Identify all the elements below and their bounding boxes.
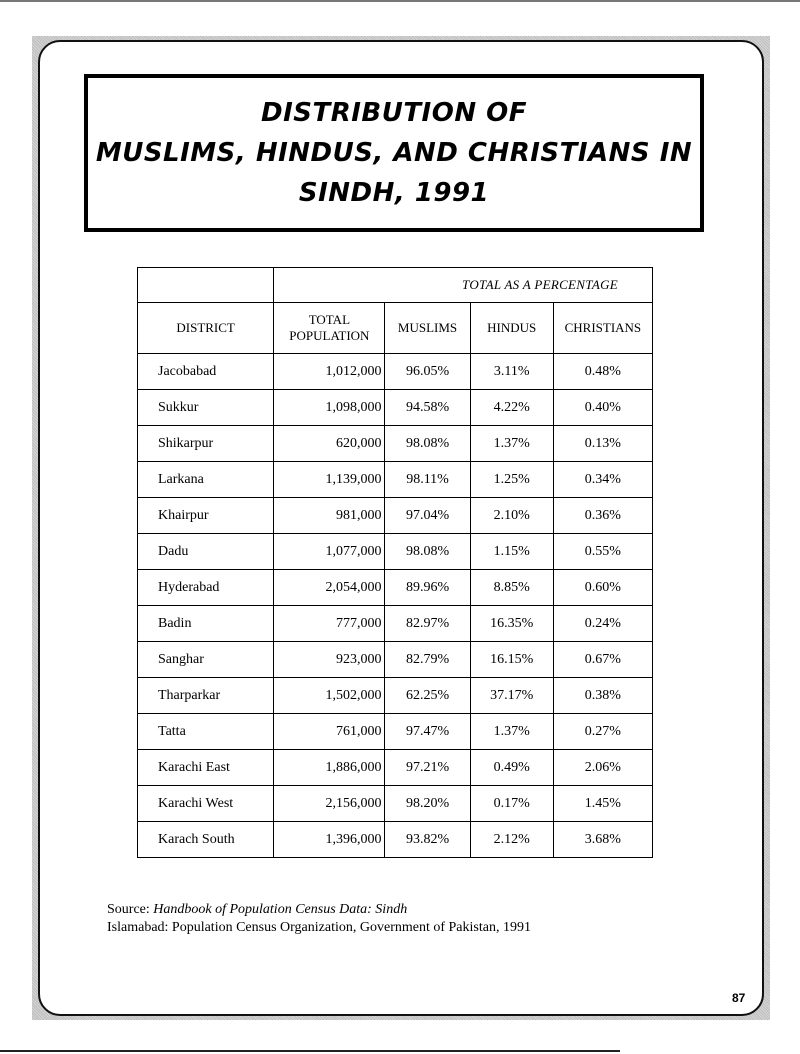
population-cell: 620,000	[274, 426, 385, 462]
hindus-cell: 2.10%	[470, 498, 553, 534]
hindus-cell: 3.11%	[470, 354, 553, 390]
hindus-cell: 16.35%	[470, 606, 553, 642]
christians-cell: 0.67%	[553, 642, 652, 678]
christians-cell: 0.13%	[553, 426, 652, 462]
table-row	[138, 606, 653, 642]
muslims-cell: 62.25%	[385, 678, 470, 714]
district-cell: Karach South	[138, 822, 274, 858]
muslims-cell: 94.58%	[385, 390, 470, 426]
muslims-cell: 97.04%	[385, 498, 470, 534]
district-cell: Tatta	[138, 714, 274, 750]
district-cell: Sanghar	[138, 642, 274, 678]
district-cell: Karachi West	[138, 786, 274, 822]
christians-cell: 2.06%	[553, 750, 652, 786]
hindus-cell: 37.17%	[470, 678, 553, 714]
population-table	[137, 267, 653, 858]
population-cell: 1,139,000	[274, 462, 385, 498]
christians-cell: 0.36%	[553, 498, 652, 534]
table-row	[138, 498, 653, 534]
source-line-1	[107, 901, 531, 919]
christians-cell: 0.55%	[553, 534, 652, 570]
table-row	[138, 354, 653, 390]
top-rule	[0, 0, 800, 2]
page-number: 87	[732, 991, 746, 1005]
column-header-muslims: MUSLIMS	[385, 303, 470, 354]
district-cell: Larkana	[138, 462, 274, 498]
christians-cell: 0.48%	[553, 354, 652, 390]
muslims-cell: 89.96%	[385, 570, 470, 606]
christians-cell: 0.40%	[553, 390, 652, 426]
group-header-row	[138, 268, 653, 303]
population-cell: 1,077,000	[274, 534, 385, 570]
group-header-spacer	[138, 268, 274, 303]
muslims-cell: 98.08%	[385, 534, 470, 570]
column-header-row	[138, 303, 653, 354]
district-cell: Dadu	[138, 534, 274, 570]
district-cell: Badin	[138, 606, 274, 642]
source-title: Handbook of Population Census Data: Sindh	[153, 902, 408, 917]
hindus-cell: 16.15%	[470, 642, 553, 678]
hindus-cell: 1.37%	[470, 426, 553, 462]
table-row	[138, 678, 653, 714]
column-header-total-population: TOTAL POPULATION	[274, 303, 385, 354]
christians-cell: 0.60%	[553, 570, 652, 606]
title-line-2: MUSLIMS, HINDUS, AND CHRISTIANS IN	[95, 138, 693, 168]
population-cell: 1,396,000	[274, 822, 385, 858]
hindus-cell: 1.15%	[470, 534, 553, 570]
population-cell: 761,000	[274, 714, 385, 750]
hindus-cell: 0.17%	[470, 786, 553, 822]
table-row	[138, 822, 653, 858]
population-cell: 2,156,000	[274, 786, 385, 822]
christians-cell: 3.68%	[553, 822, 652, 858]
title-box	[84, 74, 704, 232]
population-cell: 1,012,000	[274, 354, 385, 390]
population-cell: 1,098,000	[274, 390, 385, 426]
column-header-christians: CHRISTIANS	[553, 303, 652, 354]
table-row	[138, 426, 653, 462]
christians-cell: 0.38%	[553, 678, 652, 714]
muslims-cell: 97.47%	[385, 714, 470, 750]
table-row	[138, 570, 653, 606]
table-row	[138, 534, 653, 570]
table-row	[138, 642, 653, 678]
table-body	[138, 354, 653, 858]
muslims-cell: 82.97%	[385, 606, 470, 642]
table-row	[138, 462, 653, 498]
muslims-cell: 96.05%	[385, 354, 470, 390]
muslims-cell: 98.11%	[385, 462, 470, 498]
christians-cell: 0.27%	[553, 714, 652, 750]
district-cell: Tharparkar	[138, 678, 274, 714]
source-line-2: Islamabad: Population Census Organization, Government of Pakistan, 1991	[107, 920, 531, 935]
christians-cell: 0.24%	[553, 606, 652, 642]
table-row	[138, 786, 653, 822]
muslims-cell: 82.79%	[385, 642, 470, 678]
table-row	[138, 390, 653, 426]
district-cell: Khairpur	[138, 498, 274, 534]
hindus-cell: 8.85%	[470, 570, 553, 606]
population-cell: 981,000	[274, 498, 385, 534]
group-header: TOTAL AS A PERCENTAGE	[274, 268, 653, 303]
title-line-3: SINDH, 1991	[298, 178, 490, 208]
muslims-cell: 97.21%	[385, 750, 470, 786]
district-cell: Sukkur	[138, 390, 274, 426]
district-cell: Karachi East	[138, 750, 274, 786]
muslims-cell: 98.20%	[385, 786, 470, 822]
column-header-hindus: HINDUS	[470, 303, 553, 354]
population-cell: 1,886,000	[274, 750, 385, 786]
population-cell: 777,000	[274, 606, 385, 642]
hindus-cell: 2.12%	[470, 822, 553, 858]
district-cell: Jacobabad	[138, 354, 274, 390]
source-label: Source:	[107, 902, 150, 917]
table-row	[138, 750, 653, 786]
district-cell: Shikarpur	[138, 426, 274, 462]
population-cell: 923,000	[274, 642, 385, 678]
hindus-cell: 4.22%	[470, 390, 553, 426]
population-cell: 2,054,000	[274, 570, 385, 606]
christians-cell: 1.45%	[553, 786, 652, 822]
bottom-rule	[0, 1050, 620, 1052]
hindus-cell: 1.37%	[470, 714, 553, 750]
muslims-cell: 93.82%	[385, 822, 470, 858]
district-cell: Hyderabad	[138, 570, 274, 606]
title-line-1: DISTRIBUTION OF	[260, 98, 528, 128]
christians-cell: 0.34%	[553, 462, 652, 498]
column-header-district: DISTRICT	[138, 303, 274, 354]
hindus-cell: 1.25%	[470, 462, 553, 498]
source-citation	[107, 901, 531, 937]
muslims-cell: 98.08%	[385, 426, 470, 462]
hindus-cell: 0.49%	[470, 750, 553, 786]
population-cell: 1,502,000	[274, 678, 385, 714]
table-row	[138, 714, 653, 750]
